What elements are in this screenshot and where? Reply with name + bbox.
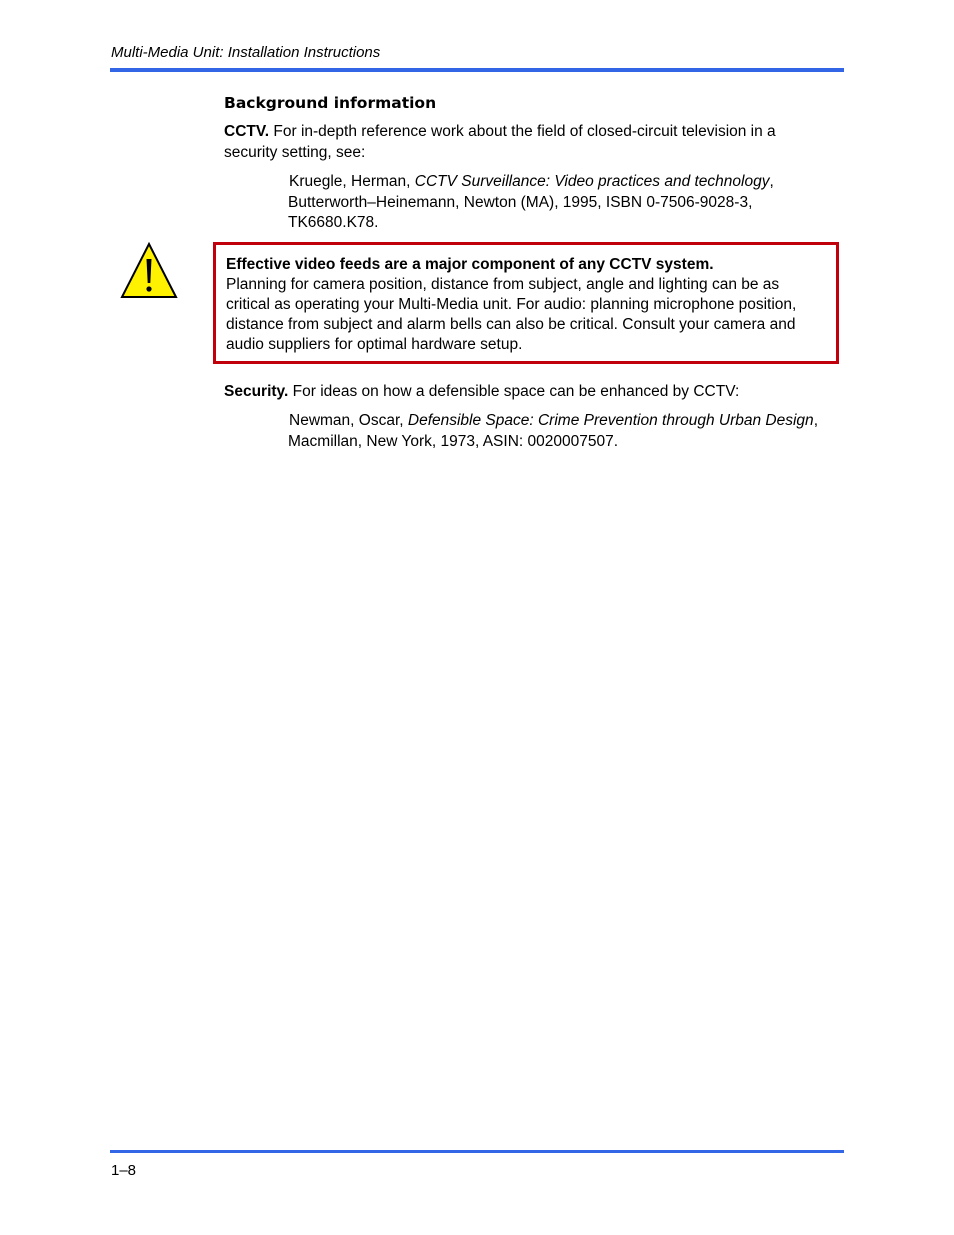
section-heading: Background information <box>224 94 437 112</box>
cctv-text: For in-depth reference work about the field of closed-circuit television in a security setting, see: <box>224 123 776 161</box>
security-ref-publisher: , Macmillan, New York, 1973, ASIN: 0020007507. <box>288 412 818 450</box>
header-rule <box>110 68 844 72</box>
security-ref-title: Defensible Space: Crime Prevention through Urban Design <box>407 412 814 429</box>
running-header: Multi-Media Unit: Installation Instructions <box>111 44 381 61</box>
cctv-lead: CCTV. <box>224 123 270 140</box>
cctv-paragraph <box>224 122 824 163</box>
warning-triangle-icon <box>120 242 178 299</box>
cctv-ref-author: Kruegle, Herman, <box>289 173 415 190</box>
warning-body: Planning for camera position, distance from subject, angle and lighting can be as critical as operating your Multi-Media unit. For audio: planning microphone position, distance from subject and alarm bells can also be critical. Consult your camera and audio suppliers for optimal hardware setup. <box>226 276 797 353</box>
warning-title: Effective video feeds are a major component of any CCTV system. <box>226 256 714 273</box>
security-text: For ideas on how a defensible space can be enhanced by CCTV: <box>292 383 740 400</box>
footer-rule <box>110 1150 844 1153</box>
security-reference <box>288 411 833 452</box>
security-paragraph <box>224 382 824 403</box>
page-number: 1–8 <box>111 1162 137 1179</box>
warning-callout <box>213 242 839 364</box>
security-ref-author: Newman, Oscar, <box>289 412 408 429</box>
cctv-ref-title: CCTV Surveillance: Video practices and technology <box>414 173 770 190</box>
cctv-reference <box>288 172 833 234</box>
security-lead: Security. <box>224 383 289 400</box>
cctv-ref-publisher: , Butterworth–Heinemann, Newton (MA), 1995, ISBN 0-7506-9028-3, TK6680.K78. <box>288 173 774 231</box>
